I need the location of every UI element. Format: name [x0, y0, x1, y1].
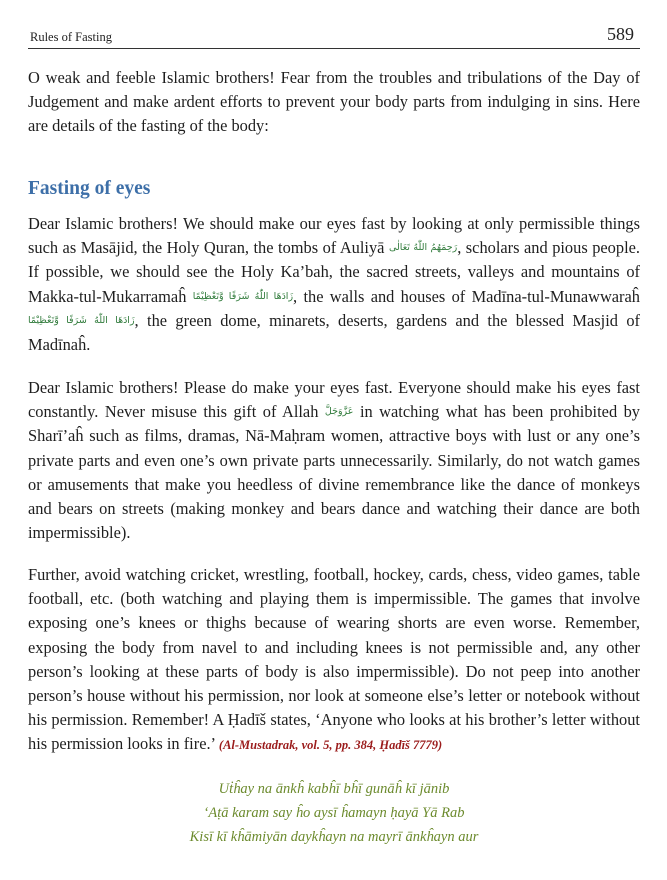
poem-block	[28, 778, 640, 849]
page-number: 589	[607, 24, 634, 44]
text-segment: Dear Islamic brothers! Please do make your eyes fast. Everyone should make his eyes fast constantly. Never misuse this gift of Allah	[28, 378, 640, 422]
poem-line: ‘Aṭā karam say ĥo aysī ĥamayn ḥayā Yā Rab	[203, 804, 465, 821]
intro-paragraph: O weak and feeble Islamic brothers! Fear from the troubles and tribulations of the Day of Judgement and make ardent efforts to prevent your body parts from indulging in sins. Here are details of the fasting of the body:	[28, 68, 640, 136]
text-segment: , the walls and houses of Madīna-tul-Munawwaraĥ	[293, 286, 640, 306]
text-segment: , the green dome, minarets, deserts, gardens and the blessed Masjid of Madīnaĥ.	[28, 310, 640, 355]
misuse-paragraph	[28, 376, 640, 545]
text-segment: in watching what has been prohibited by Sharī’aĥ such as films, dramas, Nā-Maḥram women, attractive boys with lust or any one’s private parts and even one’s own private parts unnecessarily. Similarly, do not watch games or amusements that make you heedless of divine remembrance like the dance of monkeys and bears on streets (making monkey and bears dance and watching their dance are both impermissible).	[28, 402, 640, 543]
text-segment: Further, avoid watching cricket, wrestling, football, hockey, cards, chess, video games, table football, etc. (both watching and playing them is impermissible. The games that involve exposing one’s knees or thighs because of wearing shorts are even worse. Remember, exposing the body from navel to and including knees is not permissible and, any other person’s looking at these parts of body is also impermissible). Do not peep into another person’s house without his permission, nor look at someone else’s letter or notebook without his permission. Remember! A Ḥadīš states, ‘Anyone who looks at his brother’s letter without his permission looks in fire.’	[28, 565, 640, 754]
text-segment: Dear Islamic brothers! We should make our eyes fast by looking at only permissible things such as Masājid, the Holy Quran, the tombs of Auliyā	[28, 214, 640, 258]
book-page	[28, 0, 640, 880]
games-paragraph	[28, 563, 640, 758]
section-heading: Fasting of eyes	[28, 178, 151, 199]
header-title: Rules of Fasting	[30, 30, 112, 44]
arabic-honorific: عَزَّوَجَلَّ	[324, 406, 354, 418]
poem-line: Uṫĥay na ānkĥ kabĥī bĥī gunāĥ kī jānib	[218, 781, 450, 797]
eyes-paragraph	[28, 212, 640, 357]
text-segment: , scholars and pious people. If possible, we should see the Holy Ka’bah, the sacred streets, valleys and mountains of Makka-tul-Mukarramaĥ	[28, 238, 640, 306]
arabic-honorific: زَادَهَا اللّٰهُ شَرَفًا وَّتَعْظِيْمًا	[192, 290, 294, 302]
running-header	[28, 24, 640, 49]
poem-line: Kisī kī kĥāmiyān daykĥayn na mayrī ānkĥayn aur	[189, 828, 479, 845]
arabic-honorific: رَحِمَهُمُ اللّٰهُ تَعَالٰی	[388, 242, 458, 254]
arabic-honorific: زَادَهَا اللّٰهُ شَرَفًا وَّتَعْظِيْمًا	[28, 314, 135, 326]
hadith-citation: (Al-Mustadrak, vol. 5, pp. 384, Ḥadīš 7779)	[218, 738, 443, 753]
